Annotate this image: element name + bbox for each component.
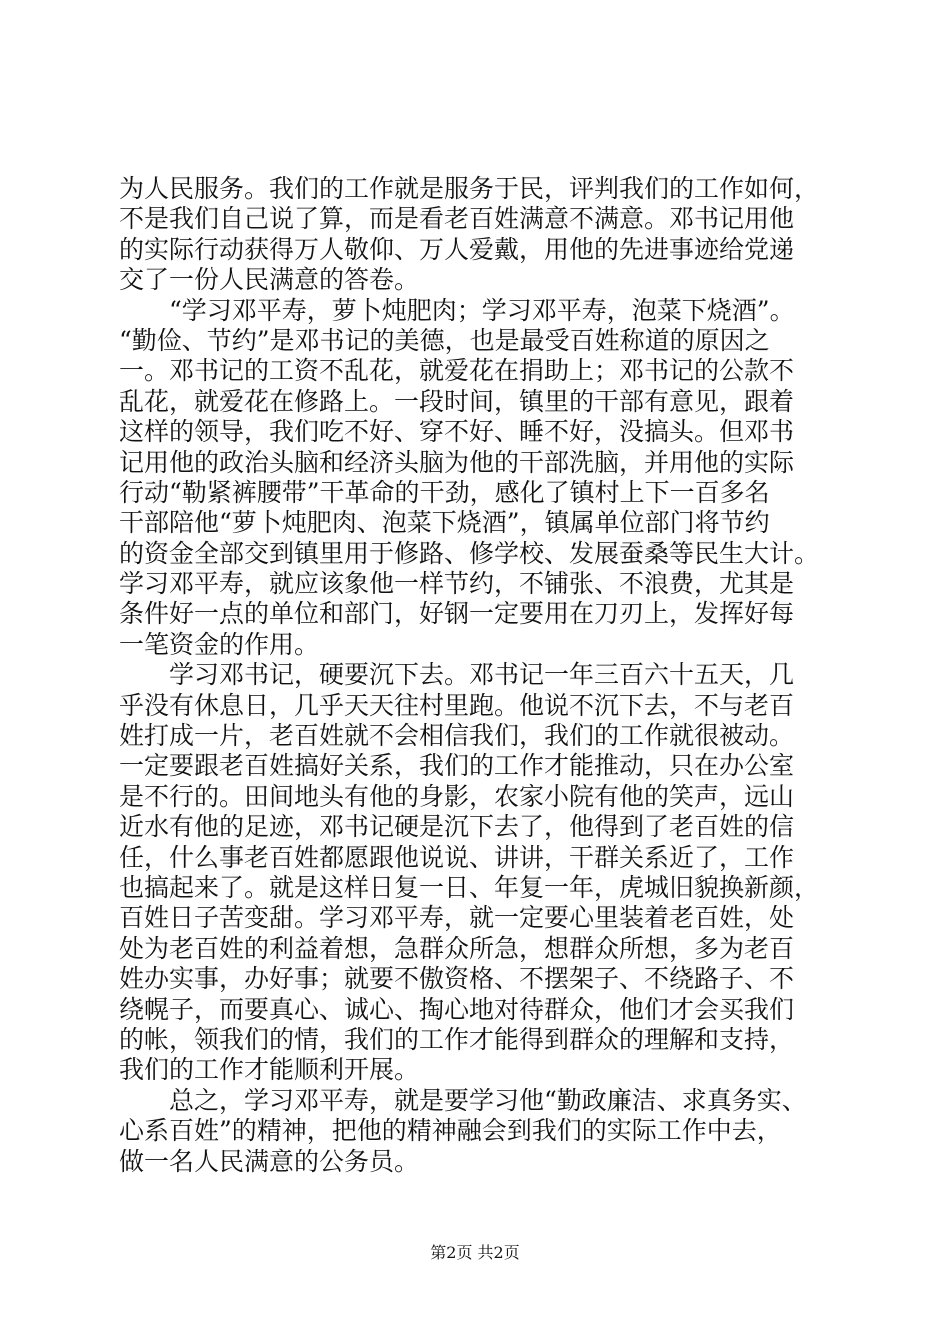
- text-line: 做一名人民满意的公务员。: [119, 1146, 420, 1176]
- page-footer: 第2页 共2页: [430, 1243, 520, 1262]
- text-line: 百姓日子苦变甜。学习邓平寿，就一定要心里装着老百姓，处: [119, 903, 795, 933]
- text-line: 条件好一点的单位和部门，好钢一定要用在刀刃上，发挥好每: [119, 599, 795, 629]
- text-line: 心系百姓”的精神，把他的精神融会到我们的实际工作中去，: [119, 1116, 782, 1146]
- text-line: 学习邓平寿，就应该象他一样节约，不铺张、不浪费，尤其是: [119, 569, 795, 599]
- text-line: 乱花，就爱花在修路上。一段时间，镇里的干部有意见，跟着: [119, 386, 795, 416]
- text-line: 行动“勒紧裤腰带”干革命的干劲，感化了镇村上下一百多名: [119, 477, 770, 507]
- text-line: 的实际行动获得万人敬仰、万人爱戴，用他的先进事迹给党递: [119, 234, 795, 264]
- text-line: 一定要跟老百姓搞好关系，我们的工作才能推动，只在办公室: [119, 751, 795, 781]
- text-line: 一笔资金的作用。: [119, 629, 320, 659]
- text-line: “学习邓平寿，萝卜炖肥肉；学习邓平寿，泡菜下烧酒”。: [119, 295, 795, 325]
- text-line: 处为老百姓的利益着想，急群众所急，想群众所想，多为老百: [119, 933, 795, 963]
- text-line: 为人民服务。我们的工作就是服务于民，评判我们的工作如何，: [119, 174, 820, 203]
- text-line: 这样的领导，我们吃不好、穿不好、睡不好，没搞头。但邓书: [119, 417, 795, 447]
- text-line: 姓打成一片，老百姓就不会相信我们，我们的工作就很被动。: [119, 721, 795, 751]
- text-line: 的资金全部交到镇里用于修路、修学校、发展蚕桑等民生大计。: [119, 538, 820, 568]
- text-line: 一。邓书记的工资不乱花，就爱花在捐助上；邓书记的公款不: [119, 356, 795, 386]
- text-line: 是不行的。田间地头有他的身影，农家小院有他的笑声，远山: [119, 781, 795, 811]
- text-line: 任，什么事老百姓都愿跟他说说、讲讲，干群关系近了，工作: [119, 842, 795, 872]
- text-line: 也搞起来了。就是这样日复一日、年复一年，虎城旧貌换新颜，: [119, 872, 820, 902]
- text-line: 乎没有休息日，几乎天天往村里跑。他说不沉下去，不与老百: [119, 690, 795, 720]
- text-line: 姓办实事，办好事；就要不傲资格、不摆架子、不绕路子、不: [119, 964, 795, 994]
- text-line: 干部陪他“萝卜炖肥肉、泡菜下烧酒”，镇属单位部门将节约: [119, 508, 770, 538]
- text-line: 我们的工作才能顺利开展。: [119, 1055, 420, 1085]
- text-line: 的帐，领我们的情，我们的工作才能得到群众的理解和支持，: [119, 1024, 795, 1054]
- text-line: “勤俭、节约”是邓书记的美德，也是最受百姓称道的原因之: [119, 325, 770, 355]
- text-line: 绕幌子，而要真心、诚心、掏心地对待群众，他们才会买我们: [119, 994, 795, 1024]
- text-line: 记用他的政治头脑和经济头脑为他的干部洗脑，并用他的实际: [119, 447, 795, 477]
- text-line: 交了一份人民满意的答卷。: [119, 265, 420, 295]
- text-line: 学习邓书记，硬要沉下去。邓书记一年三百六十五天，几: [119, 660, 795, 690]
- text-line: 不是我们自己说了算，而是看老百姓满意不满意。邓书记用他: [119, 204, 795, 234]
- text-line: 近水有他的足迹，邓书记硬是沉下去了，他得到了老百姓的信: [119, 812, 795, 842]
- text-line: 总之，学习邓平寿，就是要学习他“勤政廉洁、求真务实、: [119, 1085, 807, 1115]
- body-text: [119, 174, 837, 1177]
